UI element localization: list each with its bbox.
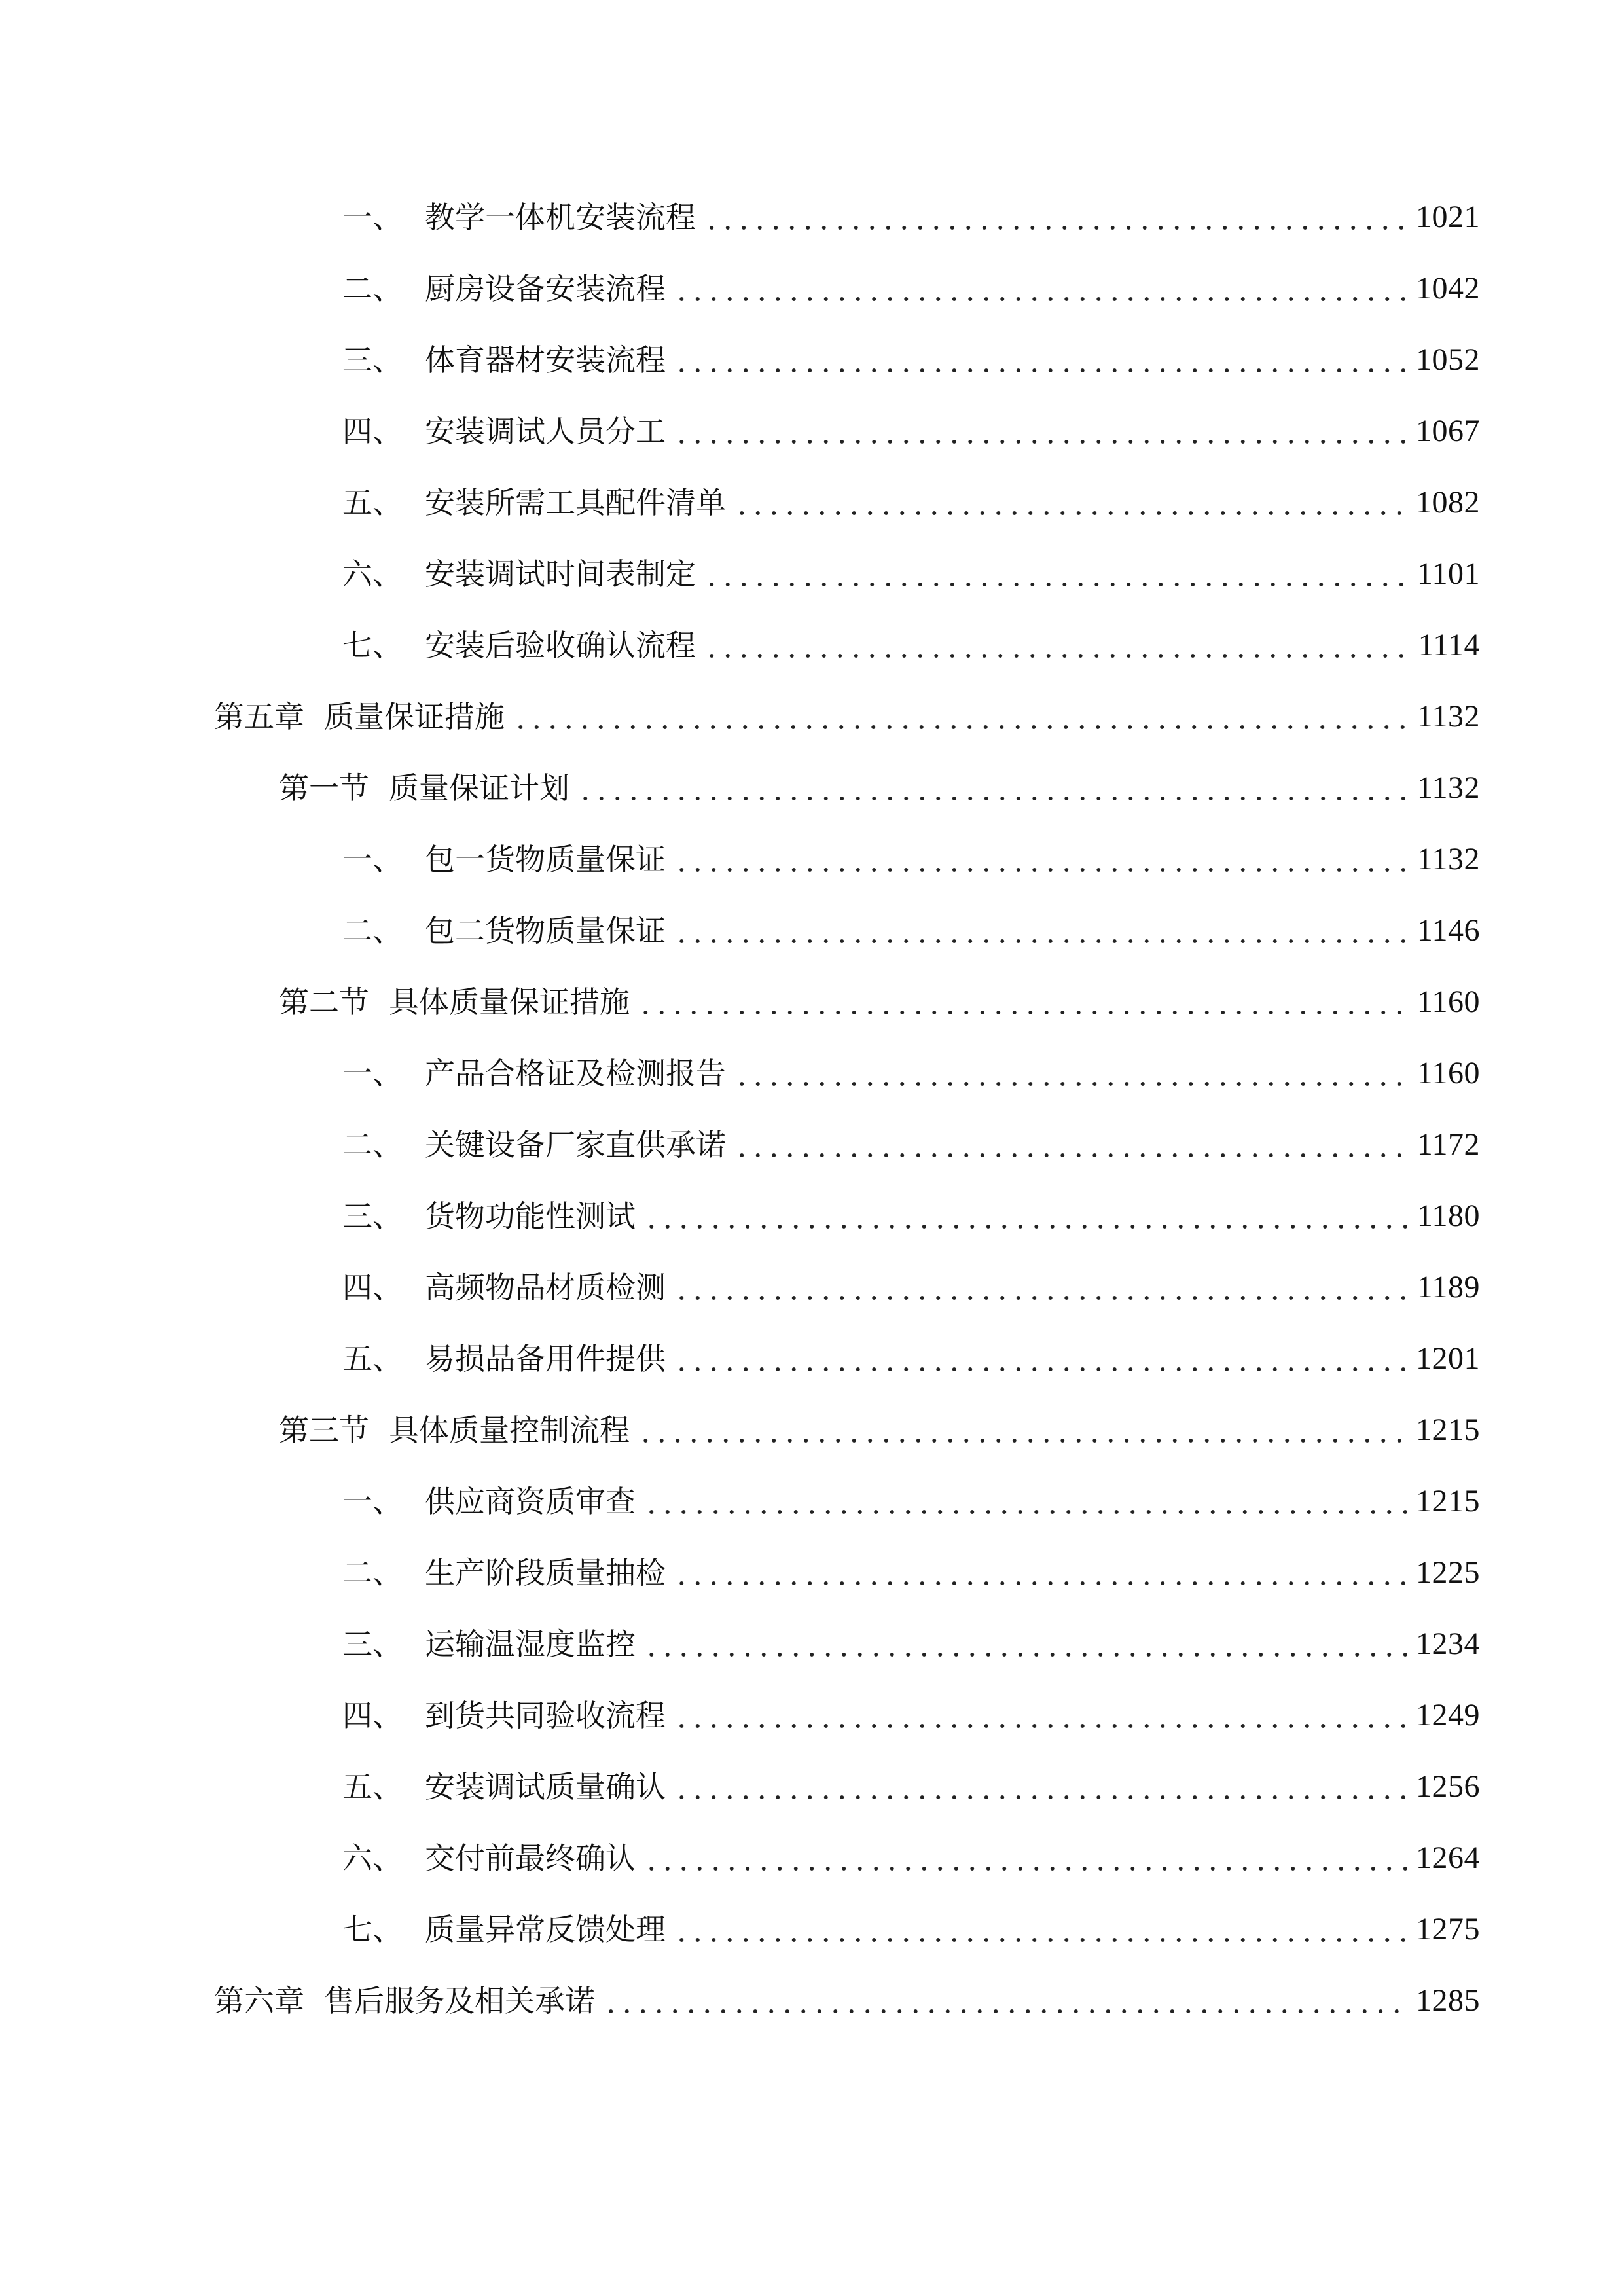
toc-entry[interactable] xyxy=(342,476,1480,529)
toc-dot-leader xyxy=(674,1580,1409,1587)
toc-entry-number: 五、 xyxy=(342,1341,403,1376)
toc-dot-leader xyxy=(674,867,1411,873)
toc-entry-title: 到货共同验收流程 xyxy=(425,1698,666,1733)
toc-entry[interactable] xyxy=(342,191,1480,243)
toc-entry-page: 1132 xyxy=(1416,842,1480,876)
toc-entry-number: 一、 xyxy=(342,842,403,877)
toc-entry-number: 第六章 xyxy=(214,1983,304,2018)
toc-entry-number: 七、 xyxy=(342,628,403,663)
toc-entry[interactable] xyxy=(342,1689,1480,1742)
toc-dot-leader xyxy=(734,1081,1411,1087)
toc-entry-page: 1114 xyxy=(1418,628,1480,662)
toc-entry-page: 1180 xyxy=(1416,1198,1480,1233)
toc-entry-number: 二、 xyxy=(342,913,403,948)
toc-entry[interactable] xyxy=(342,1333,1480,1385)
toc-section-entry[interactable] xyxy=(279,1404,1480,1456)
toc-entry[interactable] xyxy=(342,619,1480,672)
toc-section-entry[interactable] xyxy=(279,976,1480,1028)
toc-dot-leader xyxy=(638,1009,1411,1016)
toc-dot-leader xyxy=(674,367,1409,374)
toc-dot-leader xyxy=(577,795,1411,802)
toc-entry-number: 一、 xyxy=(342,1484,403,1519)
toc-dot-leader xyxy=(674,1295,1411,1301)
toc-entry-title: 质量保证措施 xyxy=(324,699,505,734)
toc-entry-page: 1215 xyxy=(1416,1484,1480,1518)
toc-entry-title: 教学一体机安装流程 xyxy=(425,200,696,235)
toc-entry-title: 关键设备厂家直供承诺 xyxy=(425,1127,726,1162)
toc-entry-title: 包二货物质量保证 xyxy=(425,913,666,948)
toc-entry[interactable] xyxy=(342,833,1480,886)
toc-dot-leader xyxy=(603,2008,1409,2015)
toc-dot-leader xyxy=(513,724,1411,730)
toc-entry-title: 交付前最终确认 xyxy=(425,1840,636,1876)
toc-entry[interactable] xyxy=(342,1047,1480,1100)
toc-dot-leader xyxy=(674,1794,1409,1801)
toc-entry-title: 供应商资质审查 xyxy=(425,1484,636,1519)
toc-entry-number: 三、 xyxy=(342,1198,403,1234)
toc-entry-title: 安装所需工具配件清单 xyxy=(425,485,726,520)
toc-dot-leader xyxy=(704,581,1411,588)
toc-entry-page: 1132 xyxy=(1416,699,1480,734)
toc-entry-number: 二、 xyxy=(342,1555,403,1590)
toc-entry-page: 1249 xyxy=(1416,1698,1480,1732)
toc-entry-page: 1021 xyxy=(1416,200,1480,234)
toc-dot-leader xyxy=(734,510,1409,516)
toc-entry-page: 1189 xyxy=(1416,1270,1480,1304)
toc-entry-number: 二、 xyxy=(342,1127,403,1162)
toc-entry-title: 具体质量控制流程 xyxy=(389,1412,630,1448)
toc-entry-number: 三、 xyxy=(342,1626,403,1662)
toc-entry[interactable] xyxy=(342,1618,1480,1670)
toc-dot-leader xyxy=(734,1152,1411,1158)
toc-chapter-entry[interactable] xyxy=(214,691,1480,743)
toc-entry[interactable] xyxy=(342,1190,1480,1242)
toc-entry[interactable] xyxy=(342,1119,1480,1171)
toc-entry-title: 体育器材安装流程 xyxy=(425,342,666,378)
toc-entry-number: 四、 xyxy=(342,1270,403,1305)
toc-entry[interactable] xyxy=(342,1832,1480,1884)
toc-entry-page: 1146 xyxy=(1416,913,1480,948)
toc-entry-number: 第五章 xyxy=(214,699,304,734)
toc-entry-title: 高频物品材质检测 xyxy=(425,1270,666,1305)
toc-entry-title: 厨房设备安装流程 xyxy=(425,271,666,306)
toc-dot-leader xyxy=(643,1223,1411,1230)
toc-entry-title: 货物功能性测试 xyxy=(425,1198,636,1234)
toc-entry[interactable] xyxy=(342,262,1480,315)
toc-entry-title: 质量保证计划 xyxy=(389,770,569,806)
toc-dot-leader xyxy=(704,653,1412,659)
toc-entry-number: 六、 xyxy=(342,1840,403,1876)
toc-dot-leader xyxy=(674,296,1409,302)
toc-section-entry[interactable] xyxy=(279,762,1480,814)
toc-dot-leader xyxy=(704,224,1409,231)
toc-chapter-entry[interactable] xyxy=(214,1975,1480,2027)
toc-entry-page: 1275 xyxy=(1416,1912,1480,1946)
toc-entry-number: 一、 xyxy=(342,1056,403,1091)
toc-entry-number: 五、 xyxy=(342,485,403,520)
toc-entry-number: 二、 xyxy=(342,271,403,306)
toc-entry-number: 七、 xyxy=(342,1912,403,1947)
toc-entry-number: 四、 xyxy=(342,414,403,449)
toc-entry-page: 1256 xyxy=(1416,1769,1480,1804)
toc-dot-leader xyxy=(643,1651,1409,1658)
toc-entry-page: 1264 xyxy=(1416,1840,1480,1875)
toc-entry-title: 产品合格证及检测报告 xyxy=(425,1056,726,1091)
toc-dot-leader xyxy=(643,1865,1409,1872)
toc-entry-title: 易损品备用件提供 xyxy=(425,1341,666,1376)
toc-entry-page: 1101 xyxy=(1416,556,1480,591)
toc-entry-title: 运输温湿度监控 xyxy=(425,1626,636,1662)
toc-entry[interactable] xyxy=(342,405,1480,457)
toc-entry[interactable] xyxy=(342,1547,1480,1599)
toc-entry-number: 第三节 xyxy=(279,1412,369,1448)
toc-entry-title: 安装调试质量确认 xyxy=(425,1769,666,1804)
toc-entry-number: 一、 xyxy=(342,200,403,235)
toc-entry[interactable] xyxy=(342,334,1480,386)
toc-entry-page: 1234 xyxy=(1416,1626,1480,1661)
toc-entry-number: 第一节 xyxy=(279,770,369,806)
toc-entry-number: 六、 xyxy=(342,556,403,592)
toc-entry[interactable] xyxy=(342,548,1480,600)
toc-entry-number: 四、 xyxy=(342,1698,403,1733)
toc-entry[interactable] xyxy=(342,1475,1480,1528)
toc-dot-leader xyxy=(674,439,1409,445)
toc-entry-page: 1172 xyxy=(1416,1127,1480,1162)
toc-dot-leader xyxy=(643,1509,1409,1515)
toc-entry-number: 五、 xyxy=(342,1769,403,1804)
toc-entry-page: 1160 xyxy=(1416,1056,1480,1090)
toc-entry-title: 售后服务及相关承诺 xyxy=(324,1983,595,2018)
toc-entry-page: 1201 xyxy=(1416,1341,1480,1376)
toc-entry-page: 1052 xyxy=(1416,342,1480,377)
toc-entry-title: 生产阶段质量抽检 xyxy=(425,1555,666,1590)
toc-entry-title: 质量异常反馈处理 xyxy=(425,1912,666,1947)
toc-entry[interactable] xyxy=(342,905,1480,957)
toc-entry-page: 1132 xyxy=(1416,770,1480,805)
toc-entry-title: 具体质量保证措施 xyxy=(389,984,630,1020)
toc-entry-page: 1285 xyxy=(1416,1983,1480,2018)
toc-dot-leader xyxy=(674,938,1411,944)
toc-entry-number: 第二节 xyxy=(279,984,369,1020)
toc-entry-title: 安装后验收确认流程 xyxy=(425,628,696,663)
toc-dot-leader xyxy=(674,1366,1409,1372)
toc-entry-title: 安装调试人员分工 xyxy=(425,414,666,449)
toc-entry-page: 1215 xyxy=(1416,1412,1480,1447)
toc-entry-title: 安装调试时间表制定 xyxy=(425,556,696,592)
toc-entry-page: 1067 xyxy=(1416,414,1480,448)
toc-dot-leader xyxy=(638,1437,1409,1444)
toc-entry-page: 1042 xyxy=(1416,271,1480,306)
toc-dot-leader xyxy=(674,1723,1409,1729)
toc-entry[interactable] xyxy=(342,1261,1480,1314)
toc-entry-page: 1160 xyxy=(1416,984,1480,1019)
toc-dot-leader xyxy=(674,1937,1409,1943)
toc-entry-page: 1225 xyxy=(1416,1555,1480,1590)
toc-entry[interactable] xyxy=(342,1903,1480,1956)
toc-entry[interactable] xyxy=(342,1761,1480,1813)
toc-entry-number: 三、 xyxy=(342,342,403,378)
toc-entry-page: 1082 xyxy=(1416,485,1480,520)
toc-entry-title: 包一货物质量保证 xyxy=(425,842,666,877)
